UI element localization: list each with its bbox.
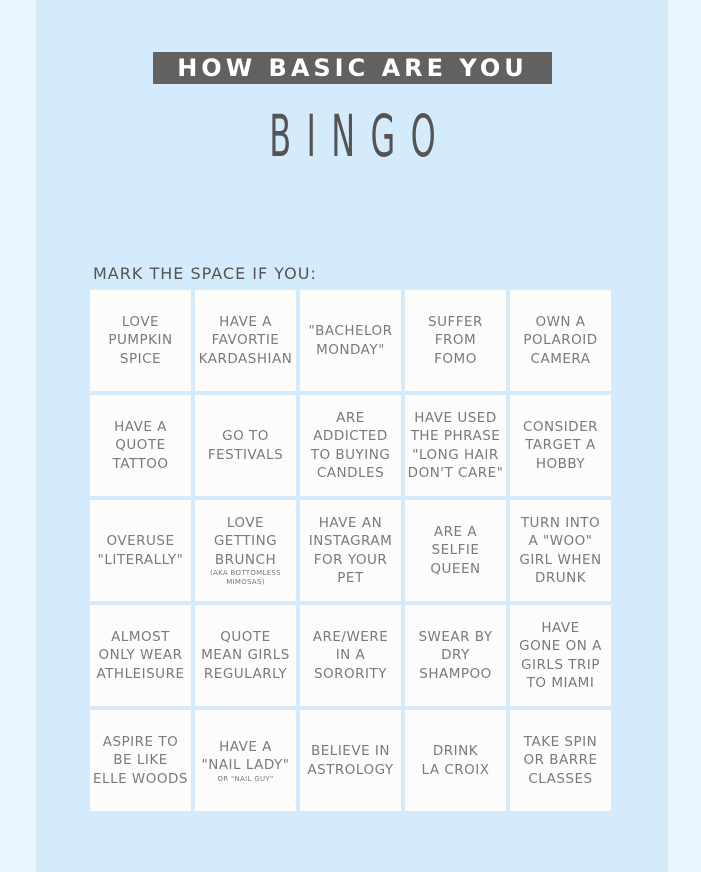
bingo-square-text: FOR YOUR [313, 551, 388, 568]
bingo-square-text: MONDAY" [316, 341, 385, 358]
bingo-square-text: ATHLEISURE [96, 665, 185, 682]
bingo-square-text: ADDICTED [313, 428, 388, 444]
bingo-square[interactable] [405, 710, 506, 811]
bingo-square-text: GIRLS TRIP [521, 656, 600, 673]
bingo-square-text: FROM [434, 332, 477, 349]
bingo-title: BINGO [269, 102, 452, 170]
bingo-square[interactable] [405, 395, 506, 496]
bingo-square[interactable] [90, 395, 191, 496]
bingo-square-text: TO MIAMI [526, 675, 595, 691]
bingo-square-text: QUOTE [115, 437, 166, 454]
bingo-square-text: DON'T CARE" [407, 465, 504, 481]
bingo-square-text: HAVE [541, 619, 580, 636]
bingo-square-text: GETTING [213, 533, 278, 550]
bingo-square[interactable] [405, 605, 506, 706]
bingo-square[interactable] [195, 395, 296, 496]
bingo-square[interactable] [300, 710, 401, 811]
bingo-square-text: HAVE AN [318, 514, 383, 531]
bingo-square-text: DRY [441, 647, 470, 664]
bingo-square-text: ALMOST [111, 628, 170, 645]
bingo-square-text: OWN A [535, 313, 586, 330]
bingo-square-text: THE PHRASE [410, 428, 501, 444]
bingo-square-text: MEAN GIRLS [201, 647, 290, 664]
bingo-square[interactable] [195, 605, 296, 706]
bingo-square-text: HOBBY [535, 455, 586, 472]
bingo-square-text: TAKE SPIN [523, 733, 598, 750]
bingo-square-text: "LONG HAIR [412, 446, 499, 463]
bingo-square-text: PUMPKIN [108, 332, 173, 349]
bingo-square-text: A "WOO" [528, 533, 593, 549]
bingo-square[interactable] [405, 500, 506, 601]
bingo-square-text: REGULARLY [203, 665, 288, 682]
bingo-square[interactable] [90, 500, 191, 601]
bingo-square[interactable] [510, 710, 611, 811]
bingo-square-text: DRINK [432, 743, 479, 759]
bingo-square[interactable] [300, 395, 401, 496]
bingo-square-text: TURN INTO [520, 514, 601, 531]
bingo-square-text: ARE A [433, 523, 478, 540]
bingo-square-text: FESTIVALS [207, 446, 284, 463]
bingo-square-text: QUOTE [220, 628, 271, 645]
bingo-square-text: ARE/WERE [312, 628, 389, 645]
bingo-square[interactable] [300, 500, 401, 601]
bingo-square-text: CAMERA [530, 350, 591, 367]
bingo-square-text: BELIEVE IN [311, 743, 390, 759]
bingo-square-text: OR BARRE [523, 752, 598, 769]
bingo-square[interactable] [195, 500, 296, 601]
bingo-square-text: BE LIKE [113, 752, 168, 769]
bingo-square-text: SELFIE [431, 542, 480, 559]
bingo-square-text: GONE ON A [519, 638, 602, 654]
bingo-square-text: SORORITY [313, 665, 388, 682]
bingo-square-text: LOVE [121, 313, 160, 330]
bingo-square[interactable] [90, 710, 191, 811]
bingo-square[interactable] [510, 500, 611, 601]
bingo-square-text: QUEEN [430, 560, 481, 577]
bingo-square-text: HAVE USED [414, 409, 497, 426]
bingo-square[interactable] [510, 290, 611, 391]
bingo-square-text: CANDLES [316, 465, 385, 481]
bingo-square[interactable] [300, 290, 401, 391]
bingo-square-text: "NAIL LADY" [201, 757, 290, 773]
bingo-square-text: HAVE A [219, 313, 272, 330]
bingo-square-text: FAVORTIE [211, 332, 280, 349]
bingo-square-text: ASPIRE TO [102, 733, 179, 750]
bingo-square-text: ELLE WOODS [93, 770, 188, 787]
bingo-square-text: INSTAGRAM [308, 533, 393, 549]
bingo-square-text: DRUNK [534, 570, 587, 586]
bingo-square[interactable] [405, 290, 506, 391]
bingo-square-text: SWEAR BY [418, 628, 493, 645]
bingo-square-text: ARE [336, 409, 365, 426]
bingo-square-text: SHAMPOO [419, 665, 492, 682]
bingo-square-note: OR "NAIL GUY" [217, 774, 274, 783]
bingo-square[interactable] [510, 605, 611, 706]
bingo-square-text: "BACHELOR [308, 323, 393, 339]
bingo-square-text: ONLY WEAR [98, 647, 183, 664]
bingo-square-text: GIRL WHEN [519, 551, 602, 568]
bingo-square-note: (AKA BOTTOMLESS [210, 569, 281, 578]
bingo-square[interactable] [195, 710, 296, 811]
bingo-square-text: HAVE A [219, 738, 272, 755]
banner-title: HOW BASIC ARE YOU [153, 52, 552, 84]
bingo-square-text: LA CROIX [421, 761, 490, 778]
bingo-square[interactable] [300, 605, 401, 706]
bingo-square-text: OVERUSE [106, 533, 175, 549]
bingo-square-text: CONSIDER [522, 418, 598, 435]
bingo-square-text: PET [337, 570, 364, 586]
bingo-square[interactable] [90, 290, 191, 391]
bingo-square-text: BRUNCH [214, 551, 277, 568]
bingo-square-text: GO TO [222, 428, 269, 444]
bingo-square-text: FOMO [434, 350, 477, 367]
bingo-square[interactable] [195, 290, 296, 391]
bingo-square[interactable] [510, 395, 611, 496]
bingo-square-text: SUFFER [428, 313, 483, 330]
bingo-square-text: POLAROID [523, 332, 598, 349]
bingo-square-text: "LITERALLY" [97, 551, 184, 568]
instruction-text: MARK THE SPACE IF YOU: [93, 264, 317, 283]
bingo-square-text: IN A [335, 647, 366, 664]
bingo-square-text: SPICE [119, 350, 162, 367]
bingo-square-text: ASTROLOGY [307, 761, 394, 778]
bingo-square-text: TO BUYING [310, 446, 391, 463]
bingo-square-text: LOVE [226, 514, 265, 531]
bingo-grid [90, 290, 611, 811]
bingo-square-text: CLASSES [528, 770, 593, 787]
bingo-square-note: MIMOSAS) [226, 578, 265, 587]
bingo-square-text: TATTOO [112, 455, 169, 472]
bingo-square-text: HAVE A [114, 418, 167, 435]
bingo-square-text: KARDASHIAN [198, 350, 293, 367]
bingo-square[interactable] [90, 605, 191, 706]
bingo-square-text: TARGET A [525, 437, 596, 454]
